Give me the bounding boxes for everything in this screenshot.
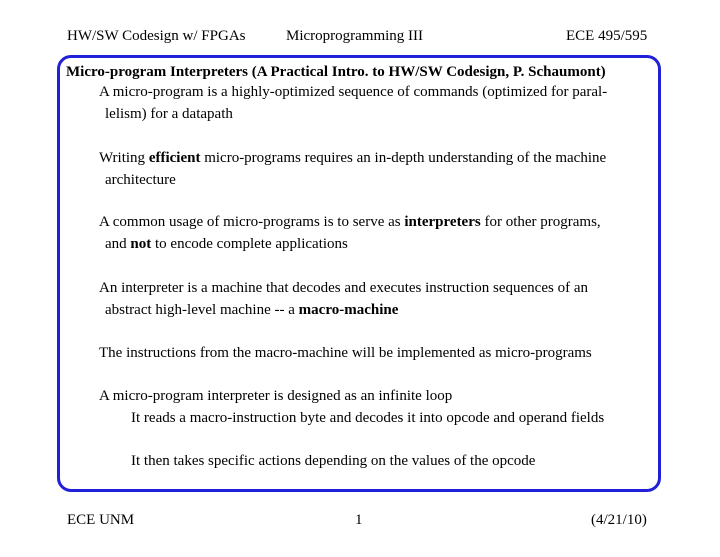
header-topic: Microprogramming III: [286, 28, 424, 44]
page-number: 1: [355, 512, 363, 528]
bullet-2-pre: Writing: [99, 150, 149, 166]
bullet-4-line-1: An interpreter is a machine that decodes and executes instruction sequences of an: [99, 280, 588, 296]
bullet-2-line-2: architecture: [105, 172, 176, 188]
bullet-1-line-2: lelism) for a datapath: [105, 106, 233, 122]
header-course: HW/SW Codesign w/ FPGAs: [67, 28, 246, 44]
bullet-2-emphasis: efficient: [148, 150, 201, 166]
bullet-2-post: micro-programs requires an in-depth understanding of the machine: [200, 150, 607, 166]
sub-bullet-2: It then takes specific actions depending on the values of the opcode: [131, 453, 536, 469]
header-course-number: ECE 495/595: [566, 28, 648, 44]
bullet-3-line-2-pre: and: [105, 236, 131, 252]
bullet-1-line-1: A micro-program is a highly-optimized sequence of commands (optimized for paral-: [99, 84, 608, 100]
footer-institution: ECE UNM: [67, 512, 135, 528]
bullet-4-emphasis: macro-machine: [298, 302, 399, 318]
bullet-3-post: for other programs,: [480, 214, 601, 230]
slide-title: Micro-program Interpreters (A Practical Intro. to HW/SW Codesign, P. Schaumont): [66, 64, 606, 80]
bullet-3-line-2-emphasis: not: [130, 236, 152, 252]
bullet-3-pre: A common usage of micro-programs is to serve as: [99, 214, 405, 230]
bullet-5-line-1: The instructions from the macro-machine will be implemented as micro-programs: [99, 345, 592, 361]
bullet-3-line-1: [99, 214, 601, 231]
bullet-2-line-1: [99, 150, 606, 167]
sub-bullet-1: It reads a macro-instruction byte and decodes it into opcode and operand fields: [131, 410, 605, 426]
bullet-4-line-2: [105, 302, 398, 319]
bullet-6-line-1: A micro-program interpreter is designed as an infinite loop: [99, 388, 453, 404]
footer-date: (4/21/10): [591, 512, 647, 528]
bullet-3-line-2: [105, 236, 348, 253]
bullet-4-pre: abstract high-level machine -- a: [105, 302, 299, 318]
bullet-3-emphasis: interpreters: [404, 214, 481, 230]
bullet-3-line-2-post: to encode complete applications: [151, 236, 348, 252]
